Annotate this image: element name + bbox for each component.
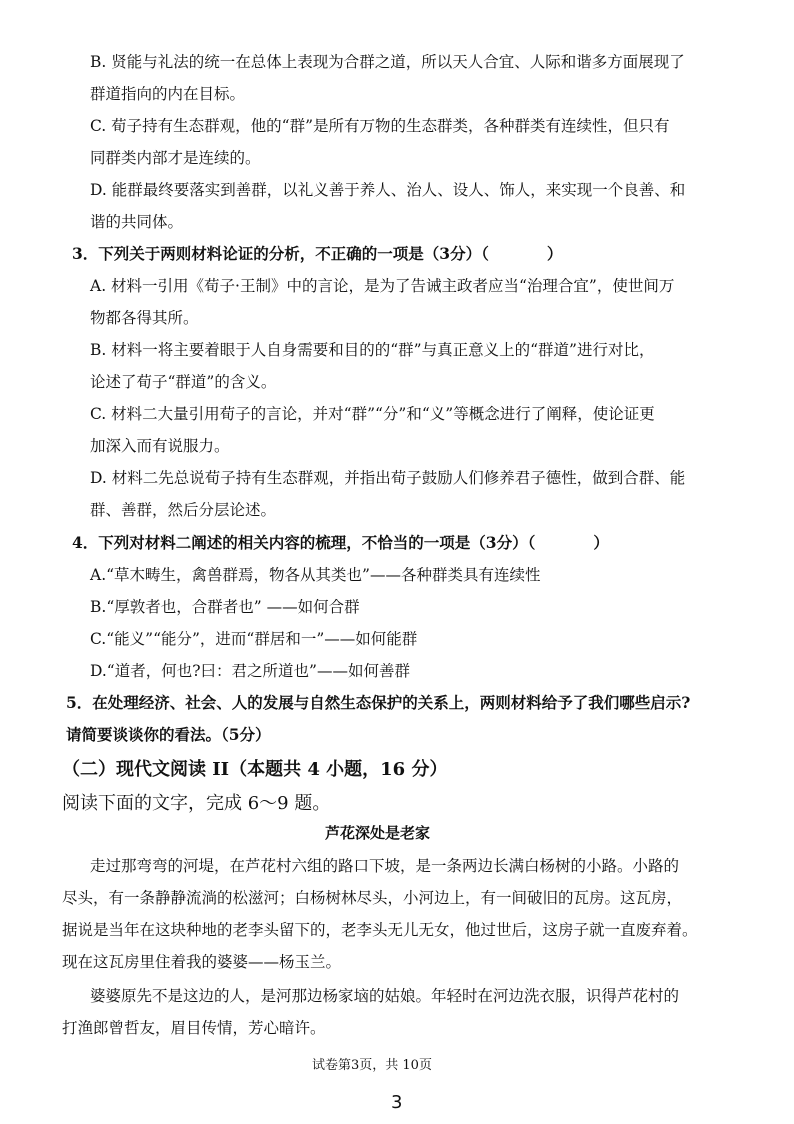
q2-option-c-line1: C. 荀子持有生态群观，他的“群”是所有万物的生态群类，各种群类有连续性，但只有 bbox=[90, 117, 670, 135]
q2-option-b-line2: 群道指向的内在目标。 bbox=[90, 85, 246, 103]
q4-stem bbox=[72, 533, 609, 553]
q2-option-d-line1: D. 能群最终要落实到善群，以礼义善于养人、治人、设人、饰人，来实现一个良善、和 bbox=[90, 181, 686, 199]
q4-option-a: A.“草木畴生，禽兽群焉，物各从其类也”——各种群类具有连续性 bbox=[90, 566, 541, 584]
q3-option-a-line2: 物都各得其所。 bbox=[90, 309, 199, 327]
page-info: 试卷第3页，共 10页 bbox=[312, 1058, 432, 1073]
q5-stem-line1: 5．在处理经济、社会、人的发展与自然生态保护的关系上，两则材料给予了我们哪些启示? bbox=[66, 693, 691, 712]
passage-line: 婆婆原先不是这边的人，是河那边杨家垴的姑娘。年轻时在河边洗衣服，识得芦花村的 bbox=[90, 987, 680, 1005]
page-number: 3 bbox=[391, 1092, 403, 1113]
section-heading: （二）现代文阅读 II（本题共 4 小题，16 分） bbox=[62, 759, 448, 780]
q3-option-c-line2: 加深入而有说服力。 bbox=[90, 437, 230, 455]
q4-option-c: C.“能义”“能分”，进而“群居和一”——如何能群 bbox=[90, 630, 418, 648]
q3-option-d-line1: D. 材料二先总说荀子持有生态群观，并指出荀子鼓励人们修养君子德性，做到合群、能 bbox=[90, 469, 686, 487]
q5-stem-line2: 请简要谈谈你的看法。（5分） bbox=[66, 725, 271, 744]
passage-title: 芦花深处是老家 bbox=[325, 824, 431, 842]
q3-stem-text: 3．下列关于两则材料论证的分析，不正确的一项是（3分）（ bbox=[72, 244, 489, 263]
q3-stem bbox=[72, 244, 562, 264]
q4-option-d: D.“道者，何也?曰：君之所道也”——如何善群 bbox=[90, 662, 410, 680]
passage-line: 走过那弯弯的河堤，在芦花村六组的路口下坡，是一条两边长满白杨树的小路。小路的 bbox=[90, 857, 680, 875]
q2-option-b-line1: B. 贤能与礼法的统一在总体上表现为合群之道，所以天人合宜、人际和谐多方面展现了 bbox=[90, 53, 685, 71]
q3-option-a-line1: A. 材料一引用《荀子·王制》中的言论，是为了告诫主政者应当“治理合宜”，使世间万 bbox=[90, 277, 675, 295]
q3-option-b-line2: 论述了荀子“群道”的含义。 bbox=[90, 373, 277, 391]
q4-stem-close: ） bbox=[593, 533, 609, 552]
q4-option-b: B.“厚敦者也，合群者也” ——如何合群 bbox=[90, 598, 360, 616]
passage-line: 现在这瓦房里住着我的婆婆——杨玉兰。 bbox=[62, 953, 342, 971]
q3-option-b-line1: B. 材料一将主要着眼于人自身需要和目的的“群”与真正意义上的“群道”进行对比， bbox=[90, 341, 655, 359]
q4-stem-text: 4．下列对材料二阐述的相关内容的梳理，不恰当的一项是（3分）（ bbox=[72, 533, 536, 552]
q3-option-c-line1: C. 材料二大量引用荀子的言论，并对“群”“分”和“义”等概念进行了阐释，使论证更 bbox=[90, 405, 655, 423]
q3-option-d-line2: 群、善群，然后分层论述。 bbox=[90, 501, 277, 519]
section-instruction: 阅读下面的文字，完成 6～9 题。 bbox=[62, 793, 331, 814]
passage-line: 尽头，有一条静静流淌的松滋河；白杨树林尽头，小河边上，有一间破旧的瓦房。这瓦房， bbox=[62, 889, 683, 907]
passage-line: 打渔郎曾哲友，眉目传情，芳心暗许。 bbox=[62, 1019, 326, 1037]
q2-option-c-line2: 同群类内部才是连续的。 bbox=[90, 149, 261, 167]
passage-line: 据说是当年在这块种地的老李头留下的，老李头无儿无女，他过世后，这房子就一直废弃着。 bbox=[62, 921, 698, 939]
q3-stem-close: ） bbox=[546, 244, 563, 263]
q2-option-d-line2: 谐的共同体。 bbox=[90, 213, 184, 231]
